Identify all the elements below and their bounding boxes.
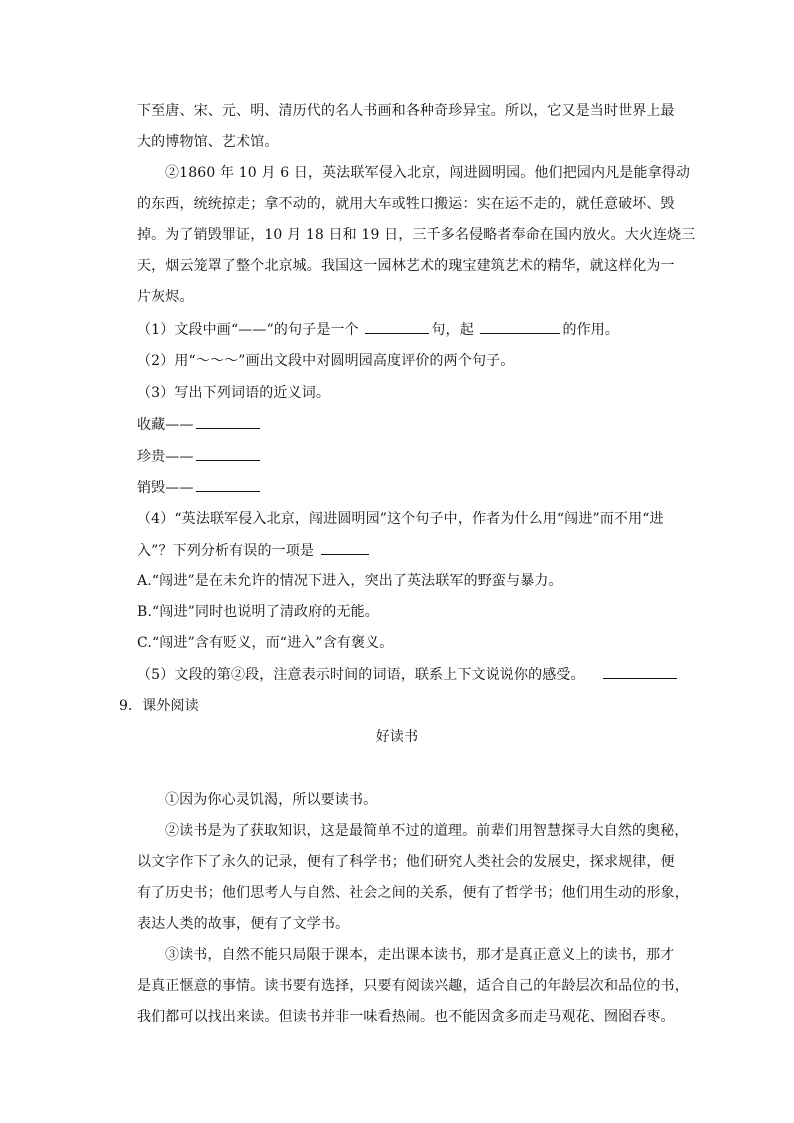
passage-line: 的东西，统统掠走；拿不动的，就用大车或牲口搬运：实在运不走的，就任意破坏、毁 [137, 196, 675, 212]
synonym-item [137, 477, 677, 498]
answer-blank[interactable] [365, 319, 429, 334]
question-4-line2: 入”？下列分析有误的一项是 [137, 543, 315, 559]
answer-blank[interactable] [196, 414, 260, 429]
option-a: A.“闯进”是在未允许的情况下进入，突出了英法联军的野蛮与暴力。 [137, 573, 563, 589]
question-1-part-c: 的作用。 [562, 322, 620, 338]
article-line: ③读书，自然不能只局限于课本，走出课本读书，那才是真正意义上的读书，那才 [165, 947, 675, 963]
article-line: 我们都可以找出来读。但读书并非一味看热闹。也不能因贪多而走马观花、囫囵吞枣。 [137, 1009, 675, 1025]
article-line: 表达人类的故事，便有了文学书。 [137, 916, 350, 932]
section-label: 9．课外阅读 [119, 698, 199, 714]
answer-blank[interactable] [603, 664, 677, 679]
question-2: （2）用“～～～”画出文段中对圆明园高度评价的两个句子。 [137, 353, 515, 369]
article-line: ②读书是为了获取知识，这是最简单不过的道理。前辈们用智慧探寻大自然的奥秘， [165, 823, 689, 839]
question-4: （4）“英法联军侵入北京，闯进圆明园”这个句子中，作者为什么用“闯进”而不用“进 [137, 511, 664, 527]
passage-line: 大的博物馆、艺术馆。 [137, 134, 279, 150]
article-title: 好读书 [375, 729, 419, 745]
article-line: 有了历史书；他们思考人与自然、社会之间的关系，便有了哲学书；他们用生动的形象， [137, 885, 689, 901]
synonym-item [137, 414, 677, 435]
answer-blank[interactable] [480, 319, 560, 334]
article-line: ①因为你心灵饥渴，所以要读书。 [165, 792, 378, 808]
synonym-word: 珍贵—— [137, 449, 194, 465]
question-3: （3）写出下列词语的近义词。 [137, 385, 331, 401]
synonym-word: 销毁—— [137, 480, 194, 496]
article-line: 以文字作下了永久的记录，便有了科学书；他们研究人类社会的发展史，探求规律，便 [137, 854, 675, 870]
question-4-cont [137, 540, 677, 561]
question-1-part-a: （1）文段中画“——”的句子是一个 [137, 322, 359, 338]
question-5 [137, 664, 677, 685]
option-b: B.“闯进”同时也说明了清政府的无能。 [137, 604, 379, 620]
passage-line: ②1860 年 10 月 6 日，英法联军侵入北京，闯进圆明园。他们把园内凡是能拿得动 [165, 165, 691, 181]
answer-blank[interactable] [196, 446, 260, 461]
question-1-part-b: 句，起 [431, 322, 474, 338]
option-c: C.“闯进”含有贬义，而“进入”含有褒义。 [137, 635, 394, 651]
synonym-item [137, 446, 677, 467]
synonym-word: 收藏—— [137, 417, 194, 433]
question-1 [137, 319, 677, 340]
article-line: 是真正惬意的事情。读书要有选择，只要有阅读兴趣，适合自己的年龄层次和品位的书， [137, 978, 689, 994]
passage-line: 下至唐、宋、元、明、清历代的名人书画和各种奇珍异宝。所以，它又是当时世界上最 [137, 103, 675, 119]
passage-line: 片灰烬。 [137, 289, 194, 305]
passage-line: 天，烟云笼罩了整个北京城。我国这一园林艺术的瑰宝建筑艺术的精华，就这样化为一 [137, 258, 675, 274]
answer-blank[interactable] [321, 540, 369, 555]
question-5-text: （5）文段的第②段，注意表示时间的词语，联系上下文说说你的感受。 [137, 667, 585, 683]
answer-blank[interactable] [196, 477, 260, 492]
passage-line: 掉。为了销毁罪证，10 月 18 日和 19 日，三千多名侵略者奉命在国内放火。大火连烧三 [137, 227, 696, 243]
